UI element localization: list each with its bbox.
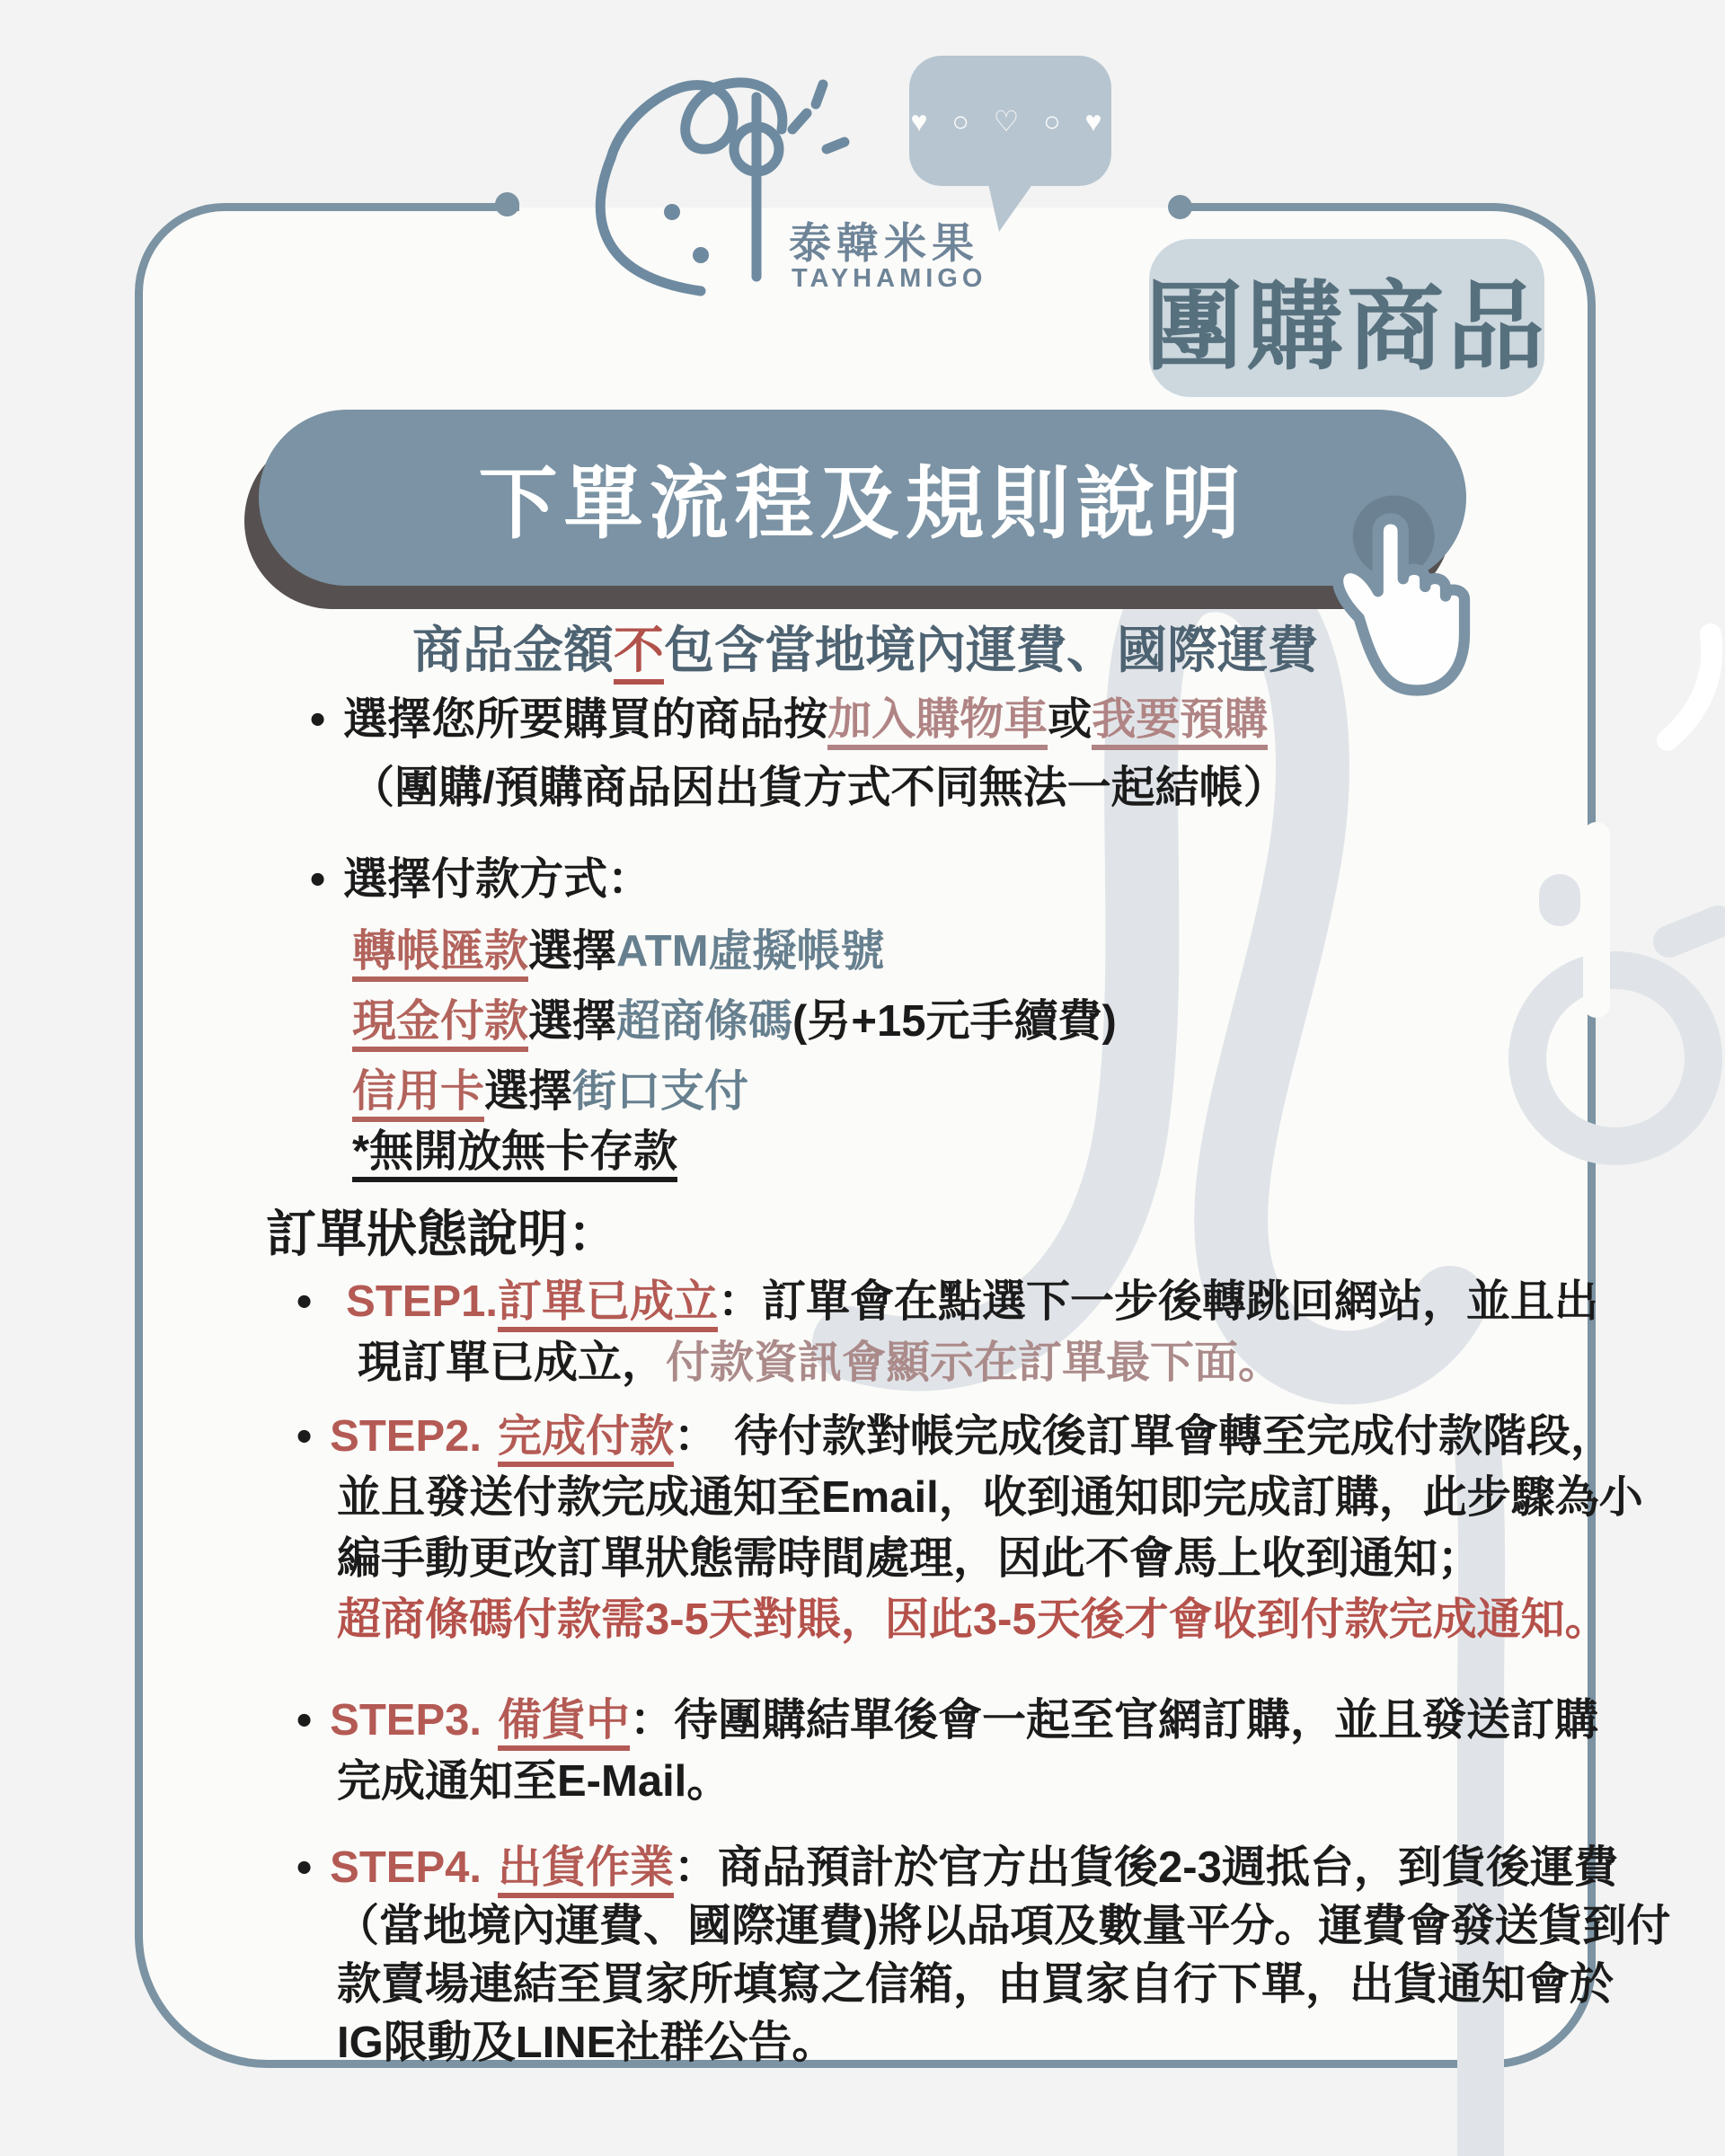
step3-status-name: 備貨中 xyxy=(498,1698,630,1751)
step4-line4 xyxy=(337,2008,836,2071)
method-extra-fee: (另+15元手續費) xyxy=(792,997,1117,1046)
payment-method-credit-card xyxy=(352,1056,748,1122)
step4-line3 xyxy=(337,1949,1614,2012)
step4-text: 款賣場連結至買家所填寫之信箱，由買家自行下單，出貨通知會於 xyxy=(337,1960,1614,2009)
brand-name-zh: 泰韓米果 xyxy=(789,219,979,267)
method-name: 轉帳匯款 xyxy=(352,929,528,982)
step2-label: STEP2. xyxy=(330,1412,482,1461)
step3-text: 完成通知至E-Mail。 xyxy=(337,1757,731,1806)
payment-heading: 選擇付款方式： xyxy=(343,855,652,904)
method-name: 信用卡 xyxy=(352,1069,484,1122)
step3-line1 xyxy=(296,1685,1598,1751)
bullet-dot: • xyxy=(310,695,326,744)
step3-label: STEP3. xyxy=(330,1696,482,1745)
step2-line3 xyxy=(337,1524,1482,1586)
border-end-dot-left xyxy=(495,192,519,216)
speech-bubble-tail xyxy=(985,176,1039,235)
purchase-pre: 選擇您所要購買的商品按 xyxy=(343,695,828,744)
step4-text: IG限動及LINE社群公告。 xyxy=(337,2019,836,2067)
bullet-dot: • xyxy=(296,1696,313,1745)
step4-text: 商品預計於官方出貨後2-3週抵台，到貨後運費 xyxy=(718,1843,1618,1892)
colon: ： xyxy=(718,1277,763,1326)
no-cardless-deposit-note: *無開放無卡存款 xyxy=(352,1129,677,1182)
hand-cursor-icon xyxy=(1307,492,1496,712)
subtitle-not-emphasis: 不 xyxy=(614,624,664,685)
step1-line2 xyxy=(358,1328,1282,1391)
step4-line2 xyxy=(335,1891,1670,1954)
order-status-heading xyxy=(266,1195,618,1267)
step4-line1 xyxy=(296,1833,1618,1898)
step2-status-name: 完成付款 xyxy=(498,1414,674,1467)
payment-heading-line xyxy=(310,844,651,907)
preorder-link-text: 我要預購 xyxy=(1092,697,1268,750)
step2-line2 xyxy=(337,1462,1643,1525)
hearts-speech-bubble xyxy=(909,56,1111,186)
method-value: 街口支付 xyxy=(572,1067,749,1116)
brand-name-en: TAYHAMIGO xyxy=(792,264,987,293)
step2-text: 待付款對帳完成後訂單會轉至完成付款階段， xyxy=(734,1412,1615,1461)
bullet-dot: • xyxy=(296,1412,313,1461)
step1-text: 現訂單已成立， xyxy=(358,1339,667,1387)
step3-line2 xyxy=(337,1746,730,1809)
subtitle-pre: 商品金額 xyxy=(412,622,614,678)
step1-payment-info-note: 付款資訊會顯示在訂單最下面。 xyxy=(666,1339,1283,1387)
colon: ： xyxy=(630,1696,675,1745)
method-verb: 選擇 xyxy=(528,997,617,1046)
step2-barcode-delay-warning: 超商條碼付款需3-5天對賬，因此3-5天後才會收到付款完成通知。 xyxy=(337,1595,1609,1644)
step1-label: STEP1. xyxy=(346,1277,499,1326)
group-buy-badge xyxy=(1146,239,1549,397)
page-title: 下單流程及規則說明 xyxy=(478,459,1247,548)
step1-text: 訂單會在點選下一步後轉跳回網站，並且出 xyxy=(762,1277,1599,1326)
method-verb: 選擇 xyxy=(528,927,617,976)
border-end-dot-right xyxy=(1168,195,1192,219)
method-name: 現金付款 xyxy=(352,999,528,1052)
method-verb: 選擇 xyxy=(484,1067,573,1116)
step1-line1 xyxy=(296,1267,1598,1332)
step3-text: 待團購結單後會一起至官網訂購，並且發送訂購 xyxy=(674,1696,1599,1745)
method-value: ATM虛擬帳號 xyxy=(616,927,885,976)
payment-method-cash xyxy=(352,986,1117,1052)
step2-text: 並且發送付款完成通知至Email，收到通知即完成訂購，此步驟為小 xyxy=(337,1473,1643,1522)
step1-status-name: 訂單已成立 xyxy=(498,1279,718,1332)
separate-checkout-note: （團購/預購商品因出貨方式不同無法一起結帳） xyxy=(350,764,1287,812)
colon: ： xyxy=(674,1843,719,1892)
bullet-dot: • xyxy=(310,855,326,904)
method-value: 超商條碼 xyxy=(616,997,793,1046)
group-buy-badge-label: 團購商品 xyxy=(1146,271,1549,381)
step4-status-name: 出貨作業 xyxy=(498,1845,674,1898)
step4-text: （當地境內運費、國際運費)將以品項及數量平分。運費會發送貨到付 xyxy=(335,1902,1671,1950)
hearts-row: ♥ ○ ♡ ○ ♥ xyxy=(910,104,1110,137)
purchase-instruction-line2 xyxy=(350,753,1287,816)
purchase-or: 或 xyxy=(1048,695,1092,744)
purchase-instruction-line1 xyxy=(310,685,1268,750)
bullet-dot: • xyxy=(296,1277,313,1326)
order-status-heading-text: 訂單狀態說明： xyxy=(266,1206,618,1262)
payment-footnote-line xyxy=(352,1127,677,1182)
step2-line1 xyxy=(296,1401,1614,1467)
bullet-dot: • xyxy=(296,1843,313,1892)
step2-text: 編手動更改訂單狀態需時間處理，因此不會馬上收到通知； xyxy=(337,1534,1482,1583)
payment-method-transfer xyxy=(352,916,885,982)
add-to-cart-link-text: 加入購物車 xyxy=(827,697,1048,750)
step4-label: STEP4. xyxy=(330,1843,482,1892)
title-banner xyxy=(259,410,1466,586)
colon: ： xyxy=(674,1412,719,1461)
step2-line4 xyxy=(337,1585,1609,1648)
subtitle-post: 包含當地境內運費、國際運費 xyxy=(664,622,1318,678)
